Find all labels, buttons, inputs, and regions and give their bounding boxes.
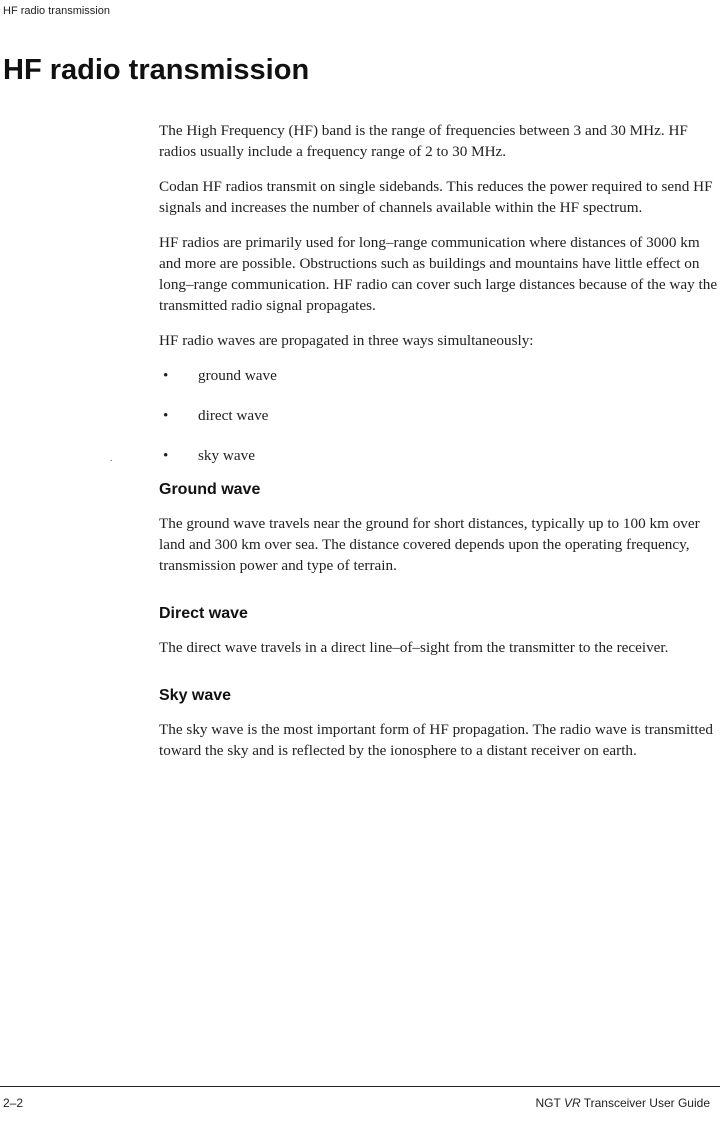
footer-divider <box>0 1086 720 1087</box>
heading-ground-wave: Ground wave <box>159 481 261 498</box>
intro-paragraph-2: Codan HF radios transmit on single sidebands. This reduces the power required to send HF signals and increases the number of channels available within the HF spectrum. <box>159 178 713 216</box>
page-content <box>110 120 719 775</box>
stray-mark: . <box>110 453 113 464</box>
list-item-text: direct wave <box>198 407 269 424</box>
heading-sky-wave: Sky wave <box>159 687 232 704</box>
heading-direct-wave: Direct wave <box>159 605 248 622</box>
guide-title-model: VR <box>563 1096 581 1110</box>
list-item <box>110 445 719 485</box>
ground-wave-body: The ground wave travels near the ground for short distances, typically up to 100 km over land and 300 km over sea. The distance covered depends upon the operating frequency, transmission power and type of terrain. <box>159 515 700 574</box>
guide-title <box>535 1096 710 1110</box>
list-item-text: ground wave <box>198 367 277 384</box>
list-item <box>159 365 719 405</box>
running-header: HF radio transmission <box>3 5 110 17</box>
page-number: 2–2 <box>3 1096 24 1110</box>
guide-title-suffix: Transceiver User Guide <box>580 1096 710 1110</box>
intro-paragraph-4: HF radio waves are propagated in three ways simultaneously: <box>159 332 534 349</box>
guide-title-prefix: NGT <box>535 1096 564 1110</box>
list-item-text: sky wave <box>198 447 255 464</box>
direct-wave-body: The direct wave travels in a direct line–of–sight from the transmitter to the receiver. <box>159 639 669 656</box>
bullet-icon: • <box>163 407 169 424</box>
list-item <box>159 405 719 445</box>
bullet-icon: • <box>163 447 169 464</box>
page-title: HF radio transmission <box>3 54 310 86</box>
intro-paragraph-3: HF radios are primarily used for long–range communication where distances of 3000 km and more are possible. Obstructions such as buildings and mountains have little effect on long–range communication. HF radio can cover such large distances because of the way the transmitted radio signal propagates. <box>159 234 718 314</box>
bullet-icon: • <box>163 367 169 384</box>
intro-paragraph-1: The High Frequency (HF) band is the range of frequencies between 3 and 30 MHz. HF radios usually include a frequency range of 2 to 30 MHz. <box>159 122 688 160</box>
propagation-list <box>110 365 719 485</box>
sky-wave-body: The sky wave is the most important form of HF propagation. The radio wave is transmitted toward the sky and is reflected by the ionosphere to a distant receiver on earth. <box>159 721 713 759</box>
